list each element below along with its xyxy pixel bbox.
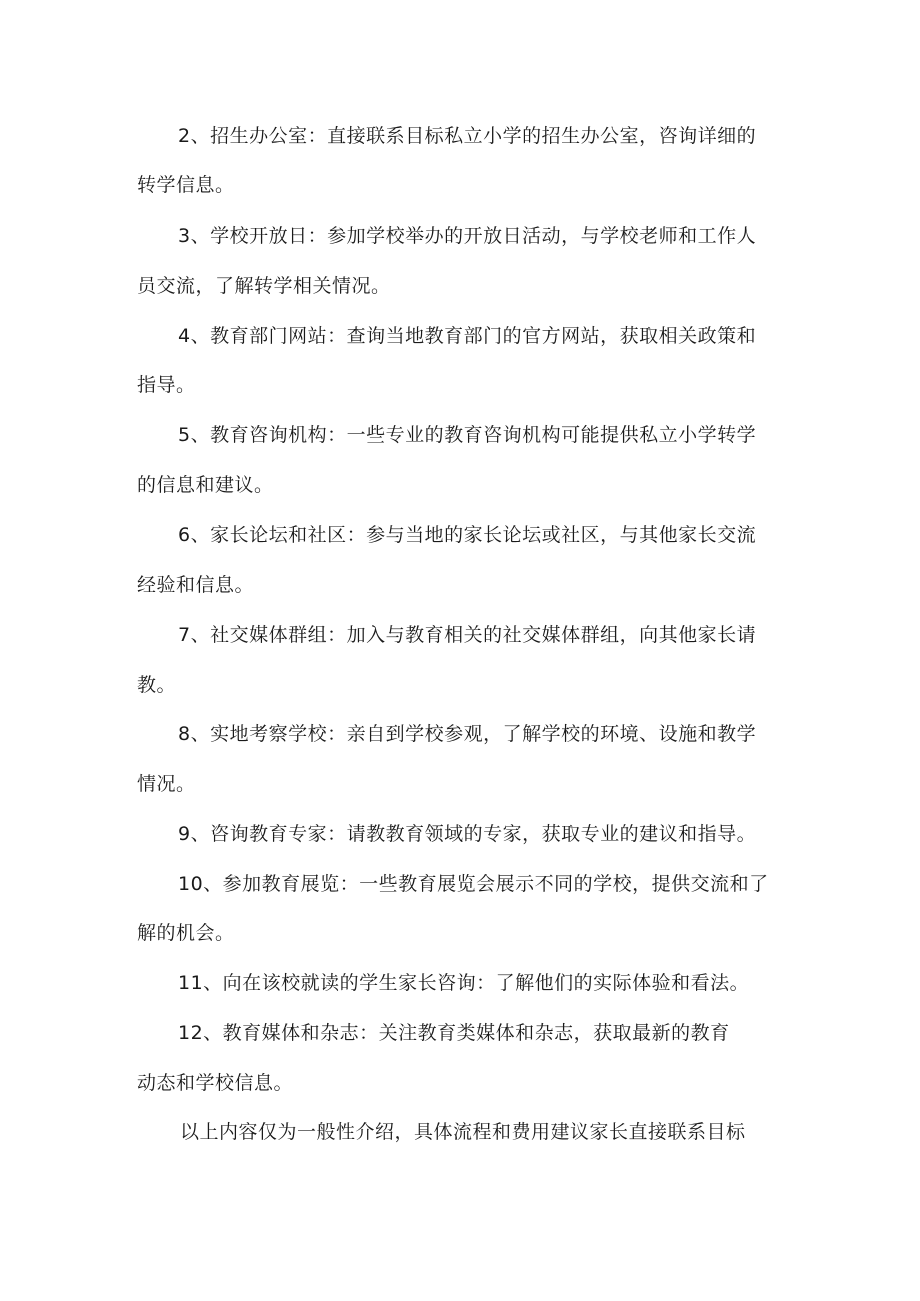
text-line: 8、实地考察学校：亲自到学校参观，了解学校的环境、设施和教学 (178, 723, 757, 745)
text-line: 12、教育媒体和杂志：关注教育类媒体和杂志，获取最新的教育 (178, 1022, 730, 1044)
text-line: 指导。 (137, 374, 196, 396)
text-line: 4、教育部门网站：查询当地教育部门的官方网站，获取相关政策和 (178, 325, 757, 347)
text-line: 解的机会。 (137, 922, 235, 944)
text-line: 的信息和建议。 (137, 474, 274, 496)
text-line: 11、向在该校就读的学生家长咨询：了解他们的实际体验和看法。 (178, 972, 750, 994)
text-line: 转学信息。 (137, 174, 235, 196)
text-line: 动态和学校信息。 (137, 1072, 294, 1094)
text-line: 6、家长论坛和社区：参与当地的家长论坛或社区，与其他家长交流 (178, 524, 757, 546)
text-line: 2、招生办公室：直接联系目标私立小学的招生办公室，咨询详细的 (178, 125, 757, 147)
text-line: 以上内容仅为一般性介绍，具体流程和费用建议家长直接联系目标 (180, 1121, 746, 1143)
text-line: 3、学校开放日：参加学校举办的开放日活动，与学校老师和工作人 (178, 225, 757, 247)
text-line: 9、咨询教育专家：请教教育领域的专家，获取专业的建议和指导。 (178, 823, 757, 845)
text-line: 教。 (137, 674, 177, 696)
text-line: 7、社交媒体群组：加入与教育相关的社交媒体群组，向其他家长请 (178, 624, 757, 646)
text-line: 5、教育咨询机构：一些专业的教育咨询机构可能提供私立小学转学 (178, 424, 757, 446)
text-line: 员交流，了解转学相关情况。 (137, 275, 391, 297)
text-line: 情况。 (137, 773, 196, 795)
text-line: 经验和信息。 (137, 574, 255, 596)
text-line: 10、参加教育展览：一些教育展览会展示不同的学校，提供交流和了 (178, 873, 769, 895)
